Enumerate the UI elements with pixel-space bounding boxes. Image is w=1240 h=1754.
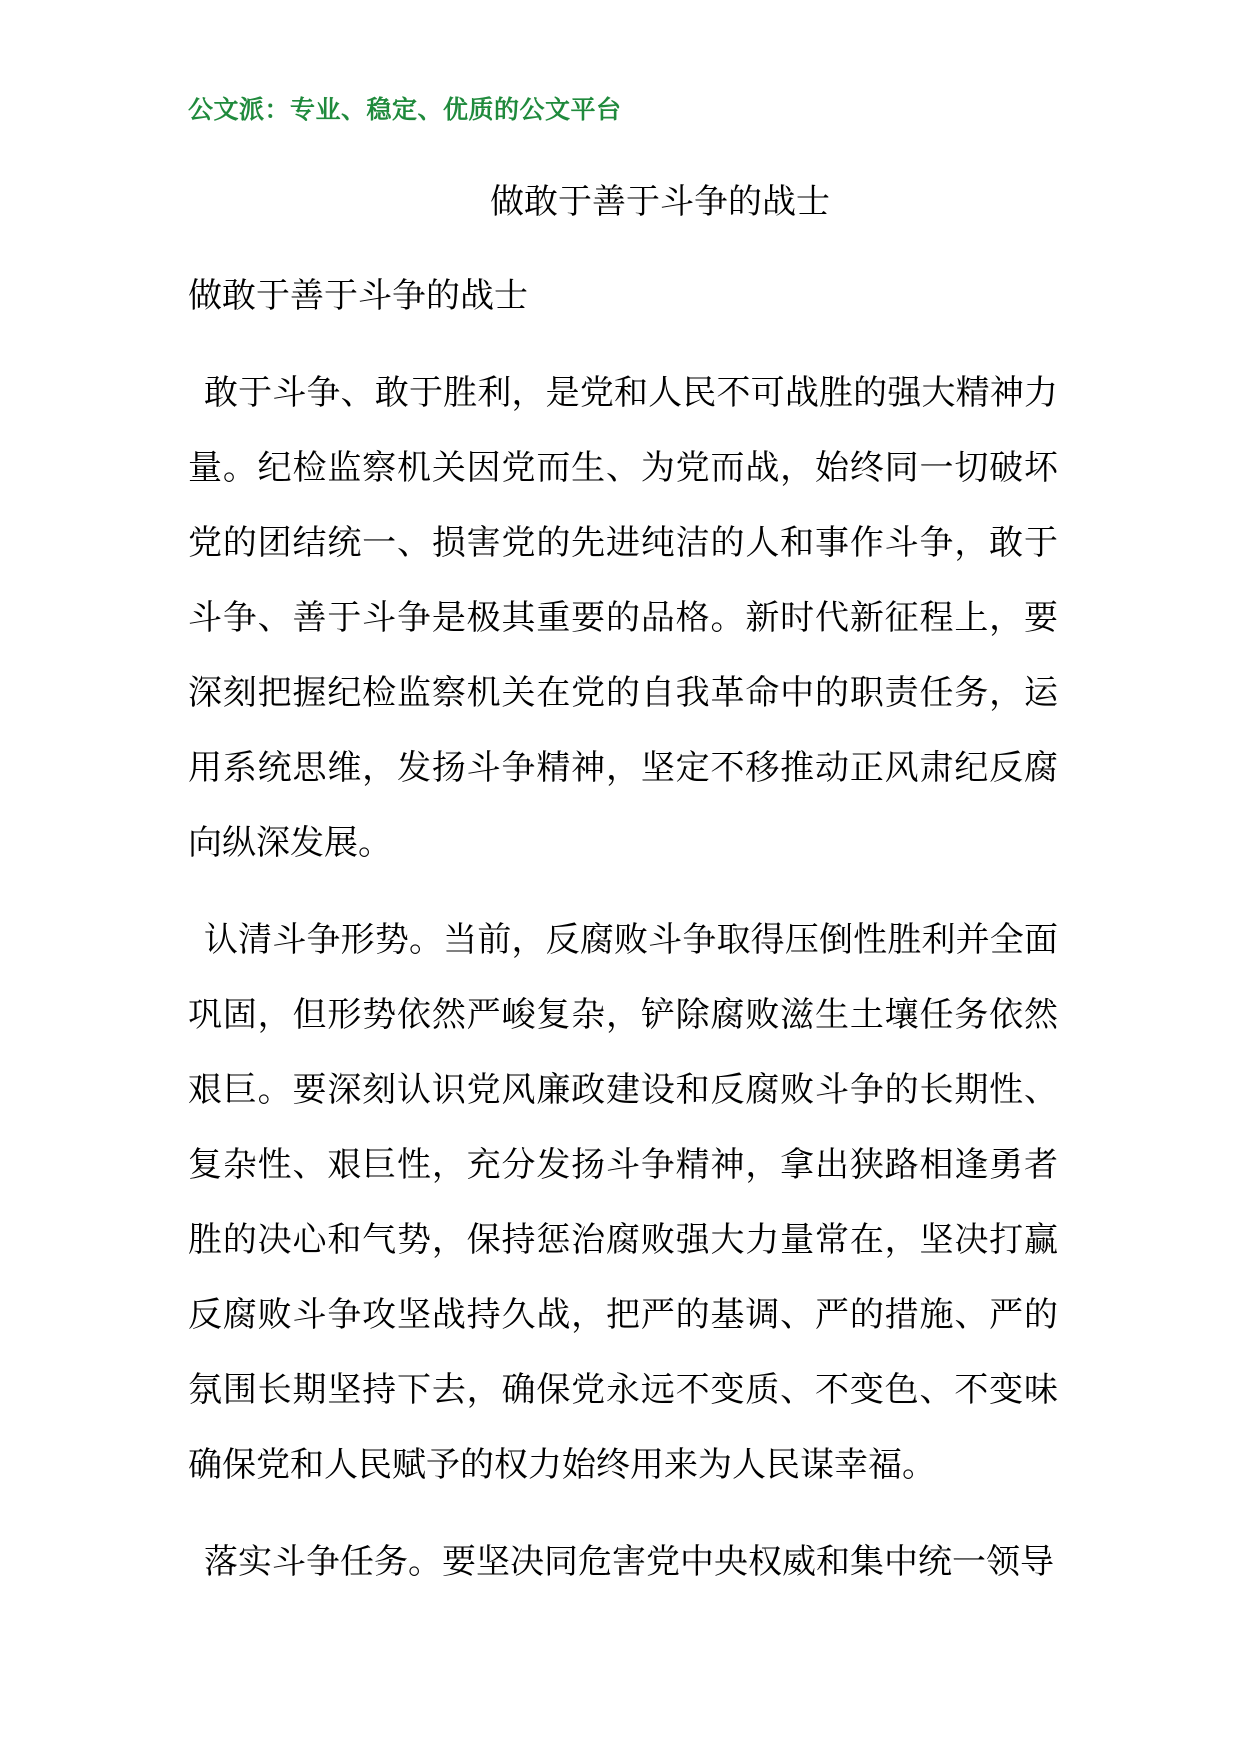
body-paragraph: 落实斗争任务。要坚决同危害党中央权威和集中统一领导 <box>204 1542 1054 1582</box>
document-subtitle: 做敢于善于斗争的战士 <box>188 276 528 316</box>
document-body <box>188 356 1058 1622</box>
document-title: 做敢于善于斗争的战士 <box>490 182 830 222</box>
body-paragraph: 认清斗争形势。当前，反腐败斗争取得压倒性胜利并全面巩固，但形势依然严峻复杂，铲除腐败滋生土壤任务依然艰巨。要深刻认识党风廉政建设和反腐败斗争的长期性、复杂性、艰巨性，充分发扬斗争精神，拿出狭路相逢勇者胜的决心和气势，保持惩治腐败强大力量常在，坚决打赢反腐败斗争攻坚战持久战，把严的基调、严的措施、严的氛围长期坚持下去，确保党永远不变质、不变色、不变味确保党和人民赋予的权力始终用来为人民谋幸福。 <box>188 920 1058 1485</box>
body-paragraph: 敢于斗争、敢于胜利，是党和人民不可战胜的强大精神力量。纪检监察机关因党而生、为党而战，始终同一切破坏党的团结统一、损害党的先进纯洁的人和事作斗争，敢于斗争、善于斗争是极其重要的品格。新时代新征程上，要深刻把握纪检监察机关在党的自我革命中的职责任务，运用系统思维，发扬斗争精神，坚定不移推动正风肃纪反腐向纵深发展。 <box>188 373 1058 863</box>
platform-slogan: 公文派：专业、稳定、优质的公文平台 <box>188 95 622 124</box>
